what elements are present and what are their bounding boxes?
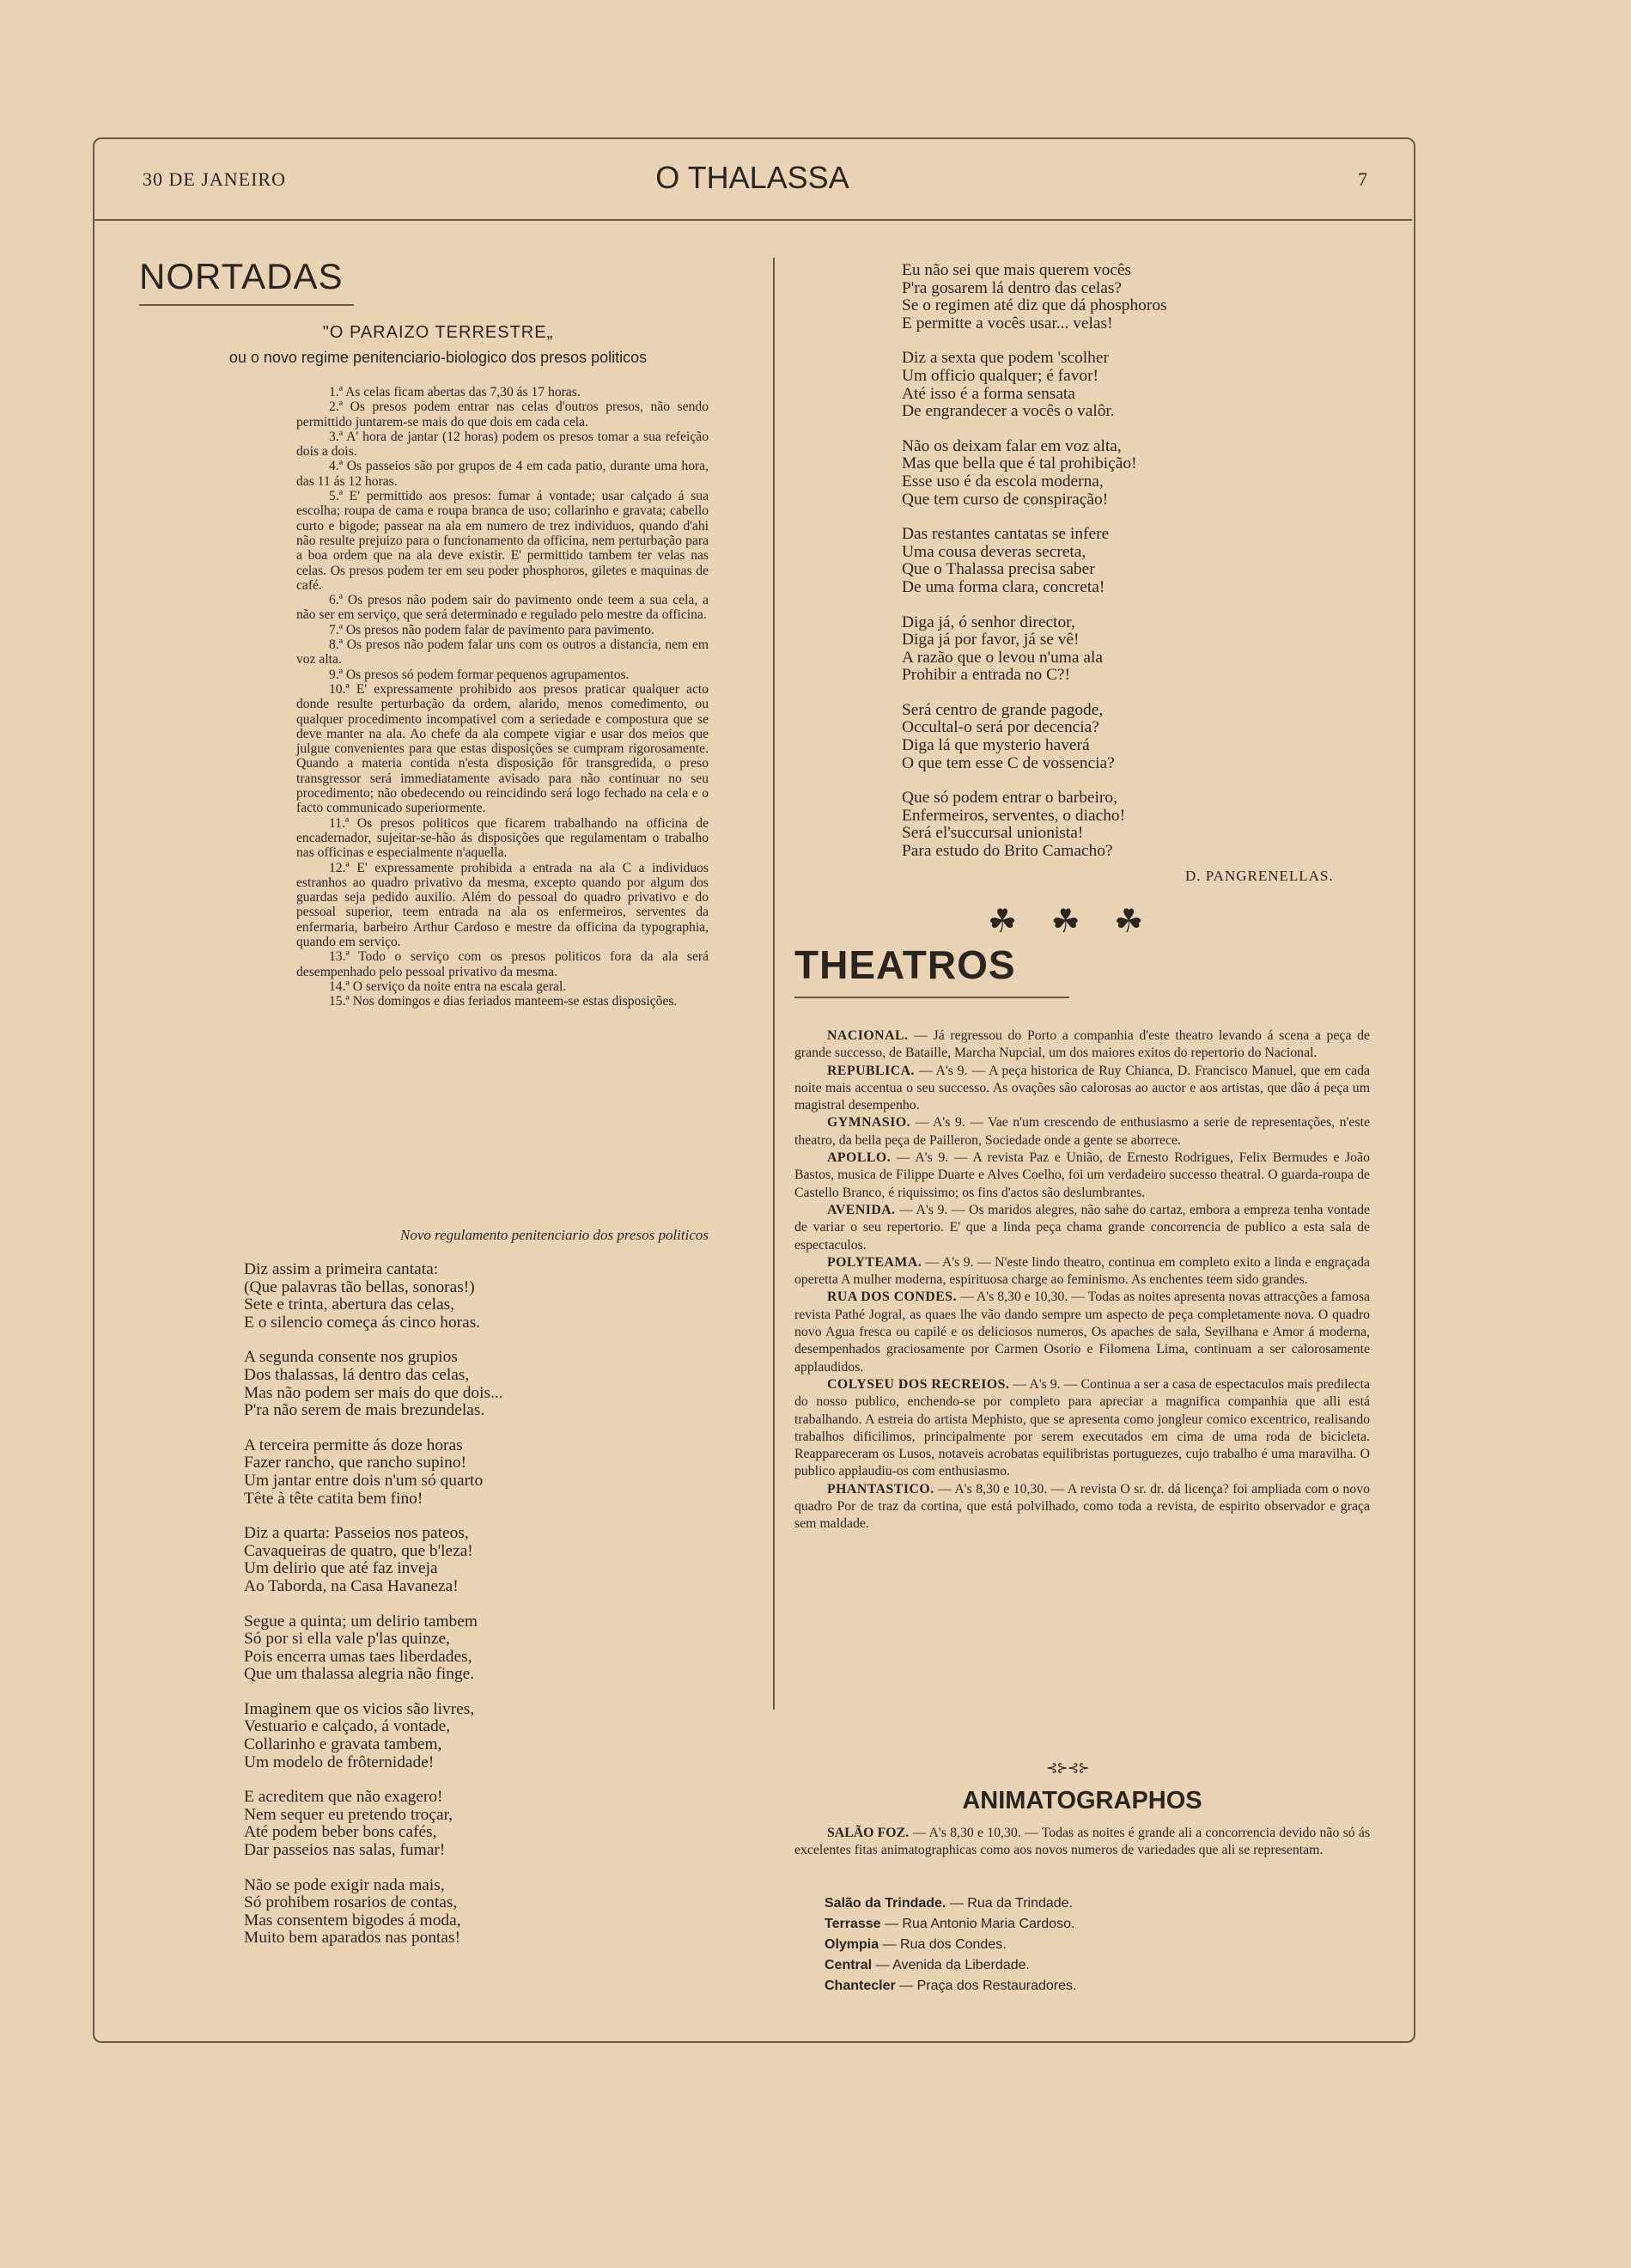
verse-line: Prohibir a entrada no C?!: [902, 666, 1070, 685]
verse-line: Ao Taborda, na Casa Havaneza!: [244, 1576, 459, 1595]
verse-line: Um modelo de frôternidade!: [244, 1753, 435, 1771]
lead-cinema-name: SALÃO FOZ.: [827, 1826, 910, 1840]
theatros-underline: [794, 997, 1069, 998]
nortadas-subtitle: "O PARAIZO TERRESTRE„: [322, 323, 554, 342]
theatre-listings: [794, 1027, 1370, 1533]
verse-line: Enfermeiros, serventes, o diacho!: [902, 806, 1126, 825]
verse-line: Collarinho e gravata tambem,: [244, 1735, 442, 1754]
verse-line: Diga já por favor, já se vê!: [902, 631, 1080, 649]
nortadas-title: NORTADAS: [139, 256, 344, 296]
verse-line: Só por si ella vale p'las quinze,: [244, 1630, 450, 1649]
verse-line: Das restantes cantatas se infere: [902, 525, 1110, 544]
stanza: [244, 1261, 503, 1332]
poem-signature: D. PANGRENELLAS.: [1185, 868, 1334, 884]
verse-line: Se o regimen até diz que dá phosphoros: [902, 296, 1167, 315]
page-header: [93, 137, 1412, 221]
poem-right: [902, 262, 1167, 878]
verse-line: Mas consentem bigodes á moda,: [244, 1911, 461, 1930]
verse-line: Pois encerra umas taes liberdades,: [244, 1647, 472, 1666]
theatre-name: GYMNASIO.: [827, 1115, 911, 1131]
cinema-address: — Rua Antonio Maria Cardoso.: [880, 1917, 1075, 1931]
theatre-name: NACIONAL.: [827, 1028, 909, 1043]
verse-line: Para estudo do Brito Camacho?: [902, 842, 1113, 861]
verse-line: Segue a quinta; um delirio tambem: [244, 1612, 478, 1631]
regulation-item: 2.ª Os presos podem entrar nas celas d'outros presos, não sendo permittido juntarem-se mais do que dois em cada cela.: [296, 399, 709, 430]
theatre-name: COLYSEU DOS RECREIOS.: [827, 1376, 1010, 1392]
verse-line: Um delirio que até faz inveja: [244, 1559, 438, 1578]
regulation-list: [296, 385, 709, 1009]
verse-line: Uma cousa deveras secreta,: [902, 542, 1086, 561]
verse-line: Que tem curso de conspiração!: [902, 490, 1109, 509]
verse-line: Só prohibem rosarios de contas,: [244, 1893, 458, 1912]
regulation-item: 6.ª Os presos não podem sair do pavimento onde teem a sua cela, a não ser em serviço, que será determinado e regulado pelo mestre da officina.: [296, 593, 709, 623]
divider-ornament: ⊰⊱⊰⊱: [1046, 1761, 1089, 1776]
verse-line: O que tem esse C de vossencia?: [902, 753, 1115, 772]
regulation-item: 12.ª E' expressamente prohibida a entrada na ala C a individuos estranhos ao quadro privativo da mesma, excepto quando por algum dos guardas seja pedido auxilio. Além do pessoal do quadro privativo e do pessoal superior, teem entrada na ala os enfermeiros, serventes da enfermaria, barbeiro Arthur Cardoso e mestre da officina da typographia, quando em serviço.: [296, 860, 709, 949]
verse-line: Não os deixam falar em voz alta,: [902, 436, 1122, 455]
newspaper-title: O THALASSA: [655, 160, 849, 195]
verse-line: Diga lá que mysterio haverá: [902, 736, 1090, 755]
verse-line: Imaginem que os vicios são livres,: [244, 1699, 475, 1718]
verse-line: Esse uso é da escola moderna,: [902, 472, 1104, 491]
verse-line: Até isso é a forma sensata: [902, 384, 1075, 403]
theatre-entry: [794, 1254, 1370, 1289]
cinema-list: [825, 1893, 1076, 1997]
verse-line: Que um thalassa alegria não finge.: [244, 1665, 475, 1684]
cinema-name: Terrasse: [825, 1917, 881, 1931]
verse-line: Mas não podem ser mais do que dois...: [244, 1383, 503, 1402]
verse-line: (Que palavras tão bellas, sonoras!): [244, 1277, 475, 1296]
animatographos-lead: [794, 1825, 1370, 1860]
verse-line: P'ra não serem de mais brezundelas.: [244, 1401, 485, 1420]
stanza: [902, 790, 1167, 860]
verse-line: P'ra gosarem lá dentro das celas?: [902, 278, 1123, 297]
verse-line: E acreditem que não exagero!: [244, 1788, 443, 1807]
regulation-item: 4.ª Os passeios são por grupos de 4 em cada patio, durante uma hora, das 11 ás 12 horas.: [296, 459, 709, 489]
regulation-item: 8.ª Os presos não podem falar uns com os outros a distancia, nem em voz alta.: [296, 637, 709, 668]
verse-line: Que só podem entrar o barbeiro,: [902, 789, 1117, 808]
cinema-item: [825, 1914, 1076, 1935]
verse-line: A razão que o levou n'uma ala: [902, 648, 1103, 667]
verse-line: Dar passeios nas salas, fumar!: [244, 1841, 446, 1860]
regulation-source: Novo regulamento penitenciario dos presos politicos: [399, 1227, 709, 1243]
stanza: [244, 1437, 503, 1508]
theatre-entry: [794, 1149, 1370, 1202]
verse-line: A segunda consente nos grupios: [244, 1348, 458, 1367]
verse-line: Será el'succursal unionista!: [902, 824, 1084, 843]
regulation-item: 7.ª Os presos não podem falar de pavimento para pavimento.: [329, 622, 654, 637]
stanza: [244, 1613, 503, 1684]
verse-line: Vestuario e calçado, á vontade,: [244, 1717, 451, 1736]
cinema-item: [825, 1976, 1076, 1997]
column-divider: [773, 258, 775, 1710]
lead-cinema-text: — A's 8,30 e 10,30. — Todas as noites é grande ali a concorrencia devido não só ás excelentes fitas animatographicas como aos novos numeros de variedades que ali se representam.: [794, 1826, 1371, 1858]
cinema-address: — Rua da Trindade.: [946, 1896, 1074, 1911]
theatre-text: — A's 9. — N'este lindo theatro, continua em completo exito a linda e engraçada operetta A mulher moderna, espirituosa charge ao feminismo. As enchentes teem sido grandes.: [794, 1254, 1370, 1288]
regulation-item: 13.ª Todo o serviço com os presos politicos fora da ala será desempenhado pelo pessoal privativo da mesma.: [296, 949, 709, 979]
nortadas-underline: [139, 304, 354, 306]
cinema-name: Central: [825, 1958, 873, 1972]
verse-line: Diz assim a primeira cantata:: [244, 1260, 439, 1278]
regulation-item: 15.ª Nos domingos e dias feriados manteem-se estas disposições.: [329, 994, 678, 1009]
cinema-name: Olympia: [825, 1937, 879, 1952]
verse-line: Occultal-o será por decencia?: [902, 718, 1099, 737]
theatre-entry: [794, 1063, 1370, 1115]
stanza: [902, 526, 1167, 596]
nortadas-subtitle-2: ou o novo regime penitenciario-biologico dos presos politicos: [228, 349, 648, 366]
stanza: [244, 1525, 503, 1595]
verse-line: Um jantar entre dois n'um só quarto: [244, 1471, 484, 1490]
theatre-text: — A's 8,30 e 10,30. — A revista O sr. dr. dá licença? foi ampliada com o novo quadro Por de traz da cortina, que está polvilhado, como toda a revista, de espirito observador e graça sem maldade.: [794, 1481, 1370, 1532]
stanza: [902, 262, 1167, 332]
stanza: [244, 1701, 503, 1771]
verse-line: Um officio qualquer; é favor!: [902, 366, 1099, 385]
verse-line: De engrandecer a vocês o valôr.: [902, 402, 1115, 421]
theatre-entry: [794, 1376, 1370, 1481]
regulation-item: 5.ª E' permittido aos presos: fumar á vontade; usar calçado á sua escolha; roupa de cama e roupa branca de uso; collarinho e gravata; cabello curto e bigode; passear na ala em numero de trez individuos, quando d'ahi não resulte prejuizo para o funcionamento da officina, nem perturbação para a boa ordem que na ala deve existir. E' permittido tambem ter velas nas celas. Os presos podem ter em seu poder phosphoros, giletes e maquinas de café.: [296, 489, 709, 593]
verse-line: Cavaqueiras de quatro, que b'leza!: [244, 1541, 473, 1560]
theatre-text: — A's 9. — Os maridos alegres, não sahe do cartaz, embora a empreza tenha vontade de variar o seu repertorio. E' que a linda peça chama grande concorrencia de publico a esta sala de espectaculos.: [794, 1202, 1370, 1253]
verse-line: E o silencio começa ás cinco horas.: [244, 1313, 481, 1332]
verse-line: Eu não sei que mais querem vocês: [902, 261, 1132, 279]
theatros-title: THEATROS: [794, 942, 1016, 987]
theatre-name: PHANTASTICO.: [827, 1481, 934, 1497]
stanza: [902, 438, 1167, 509]
cinema-address: — Avenida da Liberdade.: [872, 1958, 1030, 1972]
theatre-entry: [794, 1027, 1370, 1063]
regulation-item: 14.ª O serviço da noite entra na escala geral.: [329, 979, 567, 994]
stanza: [244, 1789, 503, 1859]
theatre-entry: [794, 1481, 1370, 1533]
animatographos-title: ANIMATOGRAPHOS: [962, 1787, 1202, 1814]
theatre-name: POLYTEAMA.: [827, 1254, 922, 1270]
verse-line: Sete e trinta, abertura das celas,: [244, 1296, 454, 1314]
verse-line: Tête à tête catita bem fino!: [244, 1489, 423, 1508]
verse-line: Diga já, ó senhor director,: [902, 613, 1075, 631]
regulation-item: 1.ª As celas ficam abertas das 7,30 ás 17 horas.: [329, 385, 581, 399]
theatre-name: AVENIDA.: [827, 1202, 896, 1217]
verse-line: A terceira permitte ás doze horas: [244, 1436, 463, 1454]
verse-line: Muito bem aparados nas pontas!: [244, 1929, 461, 1948]
verse-line: Mas que bella que é tal prohibição!: [902, 454, 1137, 473]
verse-line: Dos thalassas, lá dentro das celas,: [244, 1365, 470, 1384]
cinema-address: — Rua dos Condes.: [879, 1937, 1007, 1952]
cinema-name: Chantecler: [825, 1978, 896, 1993]
shamrock-ornament: ☘ ☘ ☘: [988, 904, 1144, 940]
verse-line: Fazer rancho, que rancho supino!: [244, 1454, 466, 1472]
cinema-item: [825, 1955, 1076, 1976]
regulation-item: 10.ª E' expressamente prohibido aos presos praticar qualquer acto donde resulte perturbação da ordem, alarido, menos comedimento, ou qualquer procedimento incompativel com a seriedade e compostura que se deve manter na ala. Ao chefe da ala compete vigiar e usar dos meios que julgue convenientes para que estas disposições se cumpram rigorosamente. Quando a materia contida n'esta disposição fôr transgredida, o preso transgressor será immediatamente avisado para não continuar no seu procedimento; não obedecendo ou reincidindo será logo fechado na cela e o facto communicado superiormente.: [296, 681, 709, 816]
cinema-item: [825, 1935, 1076, 1955]
poem-left: [244, 1261, 503, 1965]
stanza: [244, 1877, 503, 1948]
theatre-entry: [794, 1114, 1370, 1149]
header-date: 30 DE JANEIRO: [143, 168, 286, 190]
theatre-name: APOLLO.: [827, 1150, 892, 1166]
theatre-text: — Já regressou do Porto a companhia d'este theatro levando á scena a peça de grande successo, de Bataille, Marcha Nupcial, um dos maiores exitos do repertorio do Nacional.: [794, 1028, 1370, 1061]
theatre-text: — A's 9. — A revista Paz e União, de Ernesto Rodrigues, Felix Bermudes e João Bastos, musica de Filippe Duarte e Alves Coelho, foi um verdadeiro successo theatral. O guarda-roupa de Castello Branco, é riquissimo; os fins d'actos são deslumbrantes.: [794, 1150, 1370, 1200]
theatre-text: — A's 9. — Continua a ser a casa de espectaculos mais predilecta do nosso publico, enchendo-se por completo para apreciar a magnifica companhia que alli está trabalhando. A estreia do artista Mephisto, que se apresenta como jongleur comico excentrico, realisando trabalhos dificilimos, principalmente por serem executados em cima de uma roda de bicicleta. Reappareceram os Lusos, notaveis acrobatas equilibristas portuguezes, cujo trabalho é uma maravilha. O publico applaudiu-os com enthusiasmo.: [794, 1376, 1370, 1479]
cinema-address: — Praça dos Restauradores.: [895, 1978, 1077, 1993]
regulation-item: 9.ª Os presos só podem formar pequenos agrupamentos.: [329, 667, 630, 682]
verse-line: Até podem beber bons cafés,: [244, 1823, 437, 1842]
regulation-item: 11.ª Os presos politicos que ficarem trabalhando na officina de encadernador, sujeitar-se-hão ás disposições que regulamentam o trabalho nas officinas e especialmente n'aquella.: [296, 815, 709, 861]
verse-line: E permitte a vocês usar... velas!: [902, 314, 1113, 332]
regulation-item: 3.ª A' hora de jantar (12 horas) podem os presos tomar a sua refeição dois a dois.: [296, 429, 709, 460]
cinema-item: [825, 1893, 1076, 1914]
verse-line: De uma forma clara, concreta!: [902, 577, 1105, 596]
theatre-text: — A's 9. — A peça historica de Ruy Chianca, D. Francisco Manuel, que em cada noite mais accentua o seu successo. As ovações são calorosas ao auctor e aos artistas, que dão á peça um magistral desempenho.: [794, 1063, 1370, 1113]
theatre-name: REPUBLICA.: [827, 1063, 915, 1078]
page-number: 7: [1358, 168, 1367, 190]
cinema-name: Salão da Trindade.: [825, 1896, 946, 1911]
theatre-entry: [794, 1202, 1370, 1254]
verse-line: Será centro de grande pagode,: [902, 700, 1104, 719]
stanza: [244, 1349, 503, 1419]
theatre-text: — A's 8,30 e 10,30. — Todas as noites apresenta novas attracções a famosa revista Pathé Jogral, as quaes lhe vão dando sempre um aspecto de peça completamente nova. O quadro novo Agua fresca ou capilé e os deliciosos numeros, Os apaches de sala, Sevilhana e Amor á moderna, desempenhados graciosamente por Carmen Osorio e Filomena Lima, continuam a ser calorosamente applaudidos.: [794, 1289, 1371, 1375]
verse-line: Diz a quarta: Passeios nos pateos,: [244, 1524, 469, 1543]
verse-line: Que o Thalassa precisa saber: [902, 560, 1095, 579]
stanza: [902, 614, 1167, 685]
theatre-name: RUA DOS CONDES.: [827, 1289, 958, 1305]
verse-line: Nem sequer eu pretendo troçar,: [244, 1805, 453, 1824]
stanza: [902, 702, 1167, 772]
stanza: [902, 350, 1167, 420]
verse-line: Não se pode exigir nada mais,: [244, 1875, 445, 1894]
theatre-entry: [794, 1289, 1370, 1375]
verse-line: Diz a sexta que podem 'scolher: [902, 349, 1109, 368]
theatre-text: — A's 9. — Vae n'um crescendo de enthusiasmo a serie de representações, n'este theatro, da bella peça de Pailleron, Sociedade onde a gente se aborrece.: [794, 1115, 1370, 1148]
